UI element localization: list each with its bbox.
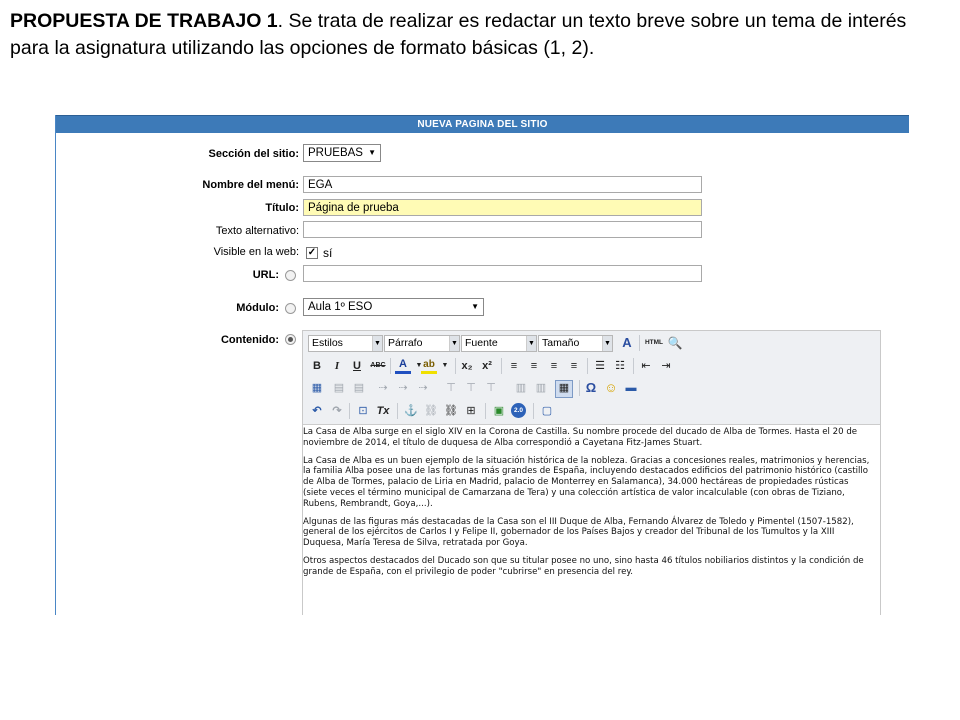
modulo-select-value: Aula 1º ESO [308,301,373,313]
bold-icon[interactable]: B [313,360,321,372]
modulo-label: Módulo: [236,302,279,314]
slide-instruction-text [10,8,950,62]
highlight-color-icon[interactable]: ab [421,358,437,374]
modulo-select[interactable] [303,298,484,316]
superscript-icon[interactable]: x² [482,360,492,372]
contenido-label: Contenido: [220,334,279,346]
special-char-icon[interactable]: Ω [585,380,597,395]
seccion-label: Sección del sitio: [208,148,299,160]
content-paragraph-1: La Casa de Alba surge en el siglo XIV en la Corona de Castilla. Su nombre procede del ducado de Alba de Tormes. Hasta el 20 de noviembre de 2014, el título de duquesa de Alba correspondió a Cayetana Fitz-James Stuart. [303,427,858,448]
parrafo-combo-label: Párrafo [388,337,423,349]
toolbar-separator [397,403,398,419]
url-label: URL: [252,269,279,281]
editor-content-area[interactable] [303,425,873,585]
subscript-icon[interactable]: x₂ [461,360,473,372]
unlink-icon: ⛓ [424,405,438,417]
estilos-combo-label: Estilos [312,337,343,349]
anchor-icon[interactable]: ⚓ [404,405,418,417]
align-left-icon[interactable]: ≡ [510,360,518,372]
new-page-form-panel [55,115,909,615]
sitemap-icon[interactable]: ⊞ [466,405,476,417]
toolbar-separator [455,358,456,374]
tamano-combo-label: Tamaño [542,337,580,349]
strikethrough-icon[interactable]: ABC [370,362,386,369]
url-radio[interactable] [285,270,296,281]
toolbar-separator [579,380,580,396]
link-icon[interactable]: ⛓ [444,405,458,417]
dropdown-arrow-icon: ▼ [602,336,612,351]
dropdown-arrow-icon: ▼ [449,336,459,351]
nombre-menu-label: Nombre del menú: [202,179,299,191]
toolbar-separator [587,358,588,374]
form-header: NUEVA PAGINA DEL SITIO [56,115,909,133]
dropdown-arrow-icon: ▼ [372,336,382,351]
align-justify-icon[interactable]: ≡ [570,360,578,372]
toolbar-separator [390,358,391,374]
split-cells-icon: ▥ [515,382,527,394]
dropdown-arrow-icon: ▼ [471,302,479,311]
outdent-icon[interactable]: ⇤ [641,360,651,372]
web20-badge-icon[interactable]: 2.0 [511,403,526,418]
select-all-icon[interactable]: ⊡ [358,405,368,417]
align-right-icon[interactable]: ≡ [550,360,558,372]
font-color-icon[interactable]: A [395,358,411,374]
texto-alternativo-input[interactable] [303,221,702,238]
redo-icon: ↷ [332,405,342,417]
merge-cells-icon: ▥ [535,382,547,394]
insert-col-before-icon: ⊤ [446,382,456,394]
visible-web-checkbox[interactable]: ✓ [307,247,317,258]
seccion-select-value: PRUEBAS [308,147,363,159]
modulo-radio[interactable] [285,303,296,314]
dropdown-arrow-icon[interactable]: ▼ [415,362,423,369]
titulo-label: Título: [265,202,299,214]
dropdown-arrow-icon: ▼ [526,336,536,351]
horizontal-rule-icon[interactable]: ▬ [625,382,637,394]
toolbar-separator [485,403,486,419]
tamano-combo[interactable] [538,335,613,352]
insert-row-after-icon: ⇢ [398,382,408,394]
parrafo-combo[interactable] [384,335,460,352]
dropdown-arrow-icon[interactable]: ▼ [441,362,449,369]
emoticon-icon[interactable]: ☺ [604,380,618,395]
estilos-combo[interactable] [308,335,383,352]
visual-aid-icon[interactable]: ▦ [555,380,573,398]
toolbar-separator [501,358,502,374]
search-icon[interactable]: 🔍 [667,336,683,350]
toolbar-separator [349,403,350,419]
italic-icon[interactable]: I [334,360,340,372]
seccion-select[interactable] [303,144,381,162]
insert-col-after-icon: ⊤ [466,382,476,394]
content-paragraph-3: Algunas de las figuras más destacadas de la Casa son el III Duque de Alba, Fernando Álvarez de Toledo y Pimentel (1507-1582), general de los ejércitos de Carlos I y Felipe II, gobernador de los Países Bajos y creador del Tribunal de los Tumultos y la XIII Duquesa, María Teresa de Silva, retratada por Goya. [303,516,854,549]
nombre-menu-input[interactable]: EGA [303,176,702,193]
delete-col-icon: ⊤ [486,382,496,394]
url-input[interactable] [303,265,702,282]
contenido-radio[interactable] [285,334,296,345]
texto-alternativo-label: Texto alternativo: [215,225,299,237]
content-paragraph-2: La Casa de Alba es un buen ejemplo de la situación histórica de la nobleza. Gracias a concesiones reales, matrimonios y herencias, la familia Alba posee una de las fortunas más grandes de España, incluyendo destacados edificios del patrimonio histórico (castillo de Alba de Tormes, palacio de Liria en Madrid, palacio de Monterrey en Salamanca), 34.000 hectáreas de propiedades rústicas (siete veces el término municipal de Camarzana de Tera) y una colección artística de valor incalculable (con obras de Tiziano, Rubens, Rembrandt, Goya,...). [303,455,870,509]
fuente-combo[interactable] [461,335,537,352]
content-paragraph-4: Otros aspectos destacados del Ducado son que su titular posee no uno, sino hasta 46 títulos nobiliarios distintos y la condición de grande de España, con el privilegio de poder "cubrirse" en presencia del rey. [303,555,864,577]
align-center-icon[interactable]: ≡ [530,360,538,372]
underline-icon[interactable]: U [353,360,361,372]
indent-icon[interactable]: ⇥ [661,360,671,372]
insert-image-icon[interactable]: ▣ [493,405,505,417]
fuente-combo-label: Fuente [465,337,498,349]
remove-format-icon[interactable]: Tx [376,405,390,417]
delete-row-icon: ⇢ [418,382,428,394]
slide-body-text: . Se trata de realizar es redactar un texto breve sobre un tema de interés para la asignatura utilizando las opciones de formato básicas (1, 2). [10,10,907,59]
titulo-input[interactable]: Página de prueba [303,199,702,216]
undo-icon[interactable]: ↶ [312,405,322,417]
visible-web-value: sí [323,246,333,260]
numbered-list-icon[interactable]: ☷ [615,360,625,372]
cell-props-icon: ▤ [353,382,365,394]
bulleted-list-icon[interactable]: ☰ [595,360,605,372]
toolbar-separator [639,335,640,351]
insert-row-before-icon: ⇢ [378,382,388,394]
rich-text-editor [302,330,881,615]
toolbar-separator [533,403,534,419]
toolbar-separator [633,358,634,374]
editor-toolbar [303,331,880,425]
fullscreen-icon[interactable]: ▢ [541,405,553,417]
dropdown-arrow-icon: ▼ [368,148,376,157]
visible-web-label: Visible en la web: [213,246,299,258]
font-size-icon[interactable]: A [622,335,632,350]
html-source-icon[interactable]: HTML [644,339,664,346]
insert-table-icon[interactable]: ▦ [311,382,323,394]
slide-title-bold: PROPUESTA DE TRABAJO 1 [10,10,278,32]
table-props-icon: ▤ [333,382,345,394]
